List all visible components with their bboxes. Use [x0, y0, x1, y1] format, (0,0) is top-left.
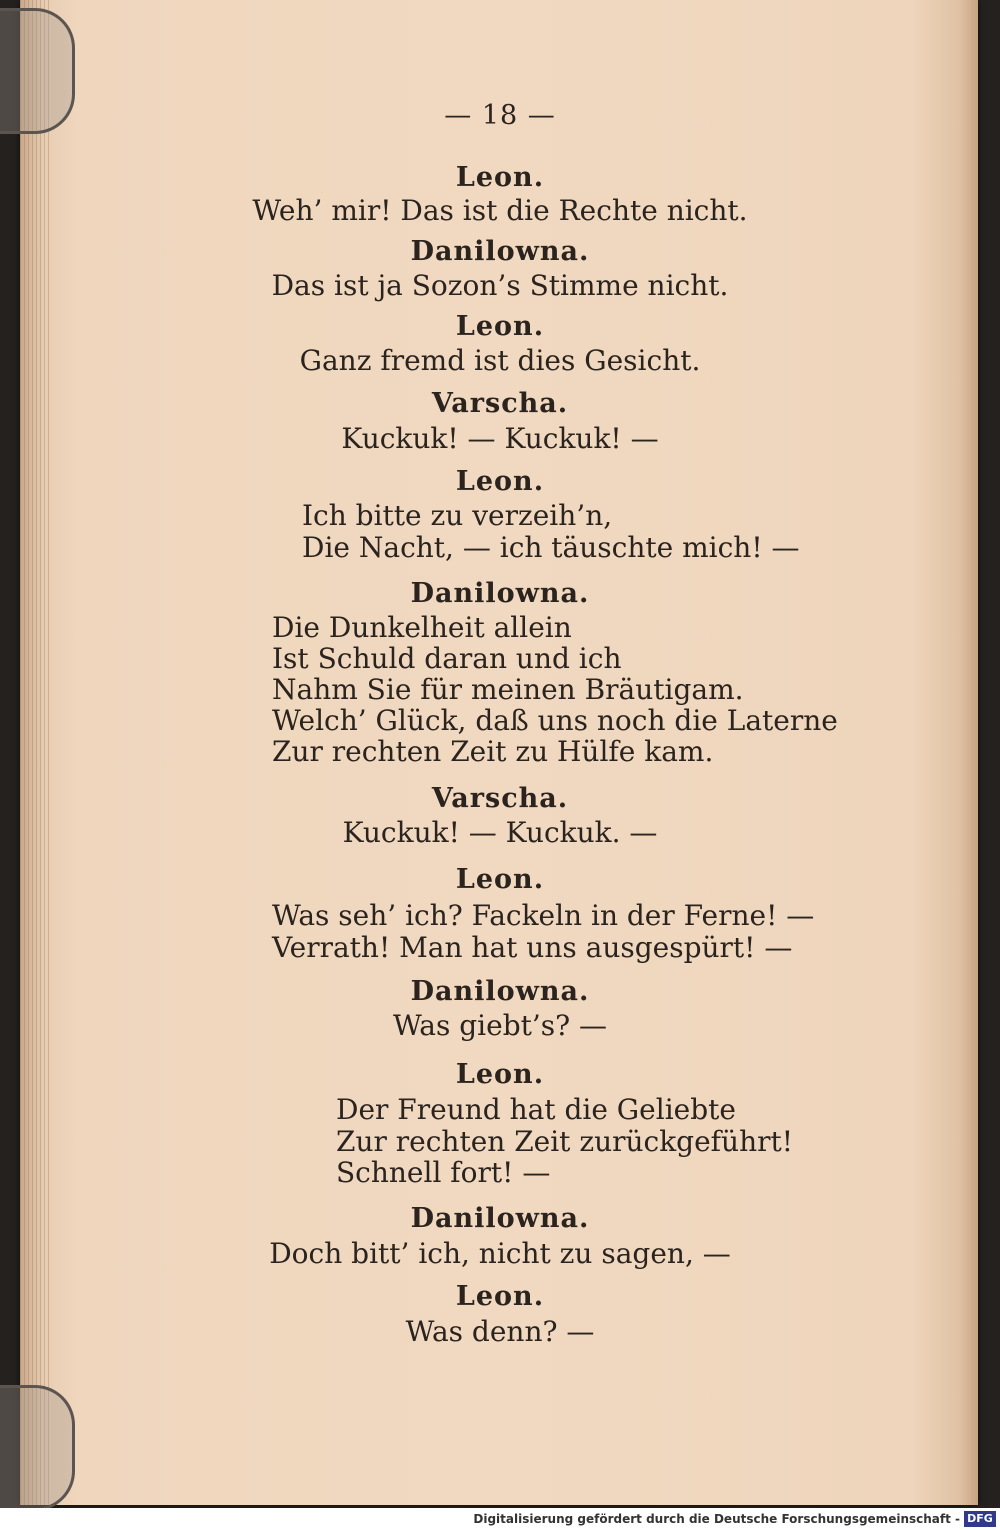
verse-line: Schnell fort! — — [336, 1156, 551, 1189]
verse-line: Nahm Sie für meinen Bräutigam. — [272, 673, 744, 706]
verse-line: Ganz fremd ist dies Gesicht. — [299, 344, 701, 377]
verse-line: Zur rechten Zeit zu Hülfe kam. — [272, 735, 714, 768]
speaker-label: Danilowna. — [410, 976, 590, 1007]
speaker-label: Leon. — [455, 162, 545, 193]
digitization-footer — [0, 1508, 1000, 1530]
speaker-label: Leon. — [455, 1281, 545, 1312]
verse-line: Zur rechten Zeit zurückgeführt! — [336, 1125, 793, 1158]
speaker-label: Danilowna. — [410, 578, 590, 609]
speaker-label: Leon. — [455, 311, 545, 342]
verse-line: Die Nacht, — ich täuschte mich! — — [302, 531, 800, 564]
verse-line: Was giebt’s? — — [392, 1009, 608, 1042]
speaker-label: Leon. — [455, 864, 545, 895]
verse-line: Doch bitt’ ich, nicht zu sagen, — — [269, 1237, 731, 1270]
dfg-logo: DFG — [964, 1511, 996, 1527]
verse-line: Das ist ja Sozon’s Stimme nicht. — [271, 269, 729, 302]
speaker-label: Leon. — [455, 466, 545, 497]
verse-line: Ist Schuld daran und ich — [272, 642, 622, 675]
verse-line: Die Dunkelheit allein — [272, 611, 572, 644]
verse-line: Kuckuk! — Kuckuk. — — [342, 816, 658, 849]
verse-line: Welch’ Glück, daß uns noch die Laterne — [272, 704, 838, 737]
footer-credit: Digitalisierung gefördert durch die Deutsche Forschungsgemeinschaft - — [473, 1512, 960, 1526]
verse-line: Verrath! Man hat uns ausgespürt! — — [272, 931, 793, 964]
verse-line: Der Freund hat die Geliebte — [336, 1093, 736, 1126]
speaker-label: Leon. — [455, 1059, 545, 1090]
verse-line: Was seh’ ich? Fackeln in der Ferne! — — [272, 899, 815, 932]
verse-line: Was denn? — — [405, 1315, 595, 1348]
verse-line: Ich bitte zu verzeih’n, — [302, 499, 613, 532]
verse-line: Kuckuk! — Kuckuk! — — [341, 422, 659, 455]
speaker-label: Varscha. — [431, 388, 569, 419]
verse-line: Weh’ mir! Das ist die Rechte nicht. — [252, 194, 748, 227]
page-number: — 18 — — [444, 100, 556, 131]
speaker-label: Danilowna. — [410, 1203, 590, 1234]
speaker-label: Varscha. — [431, 783, 569, 814]
speaker-label: Danilowna. — [410, 236, 590, 267]
